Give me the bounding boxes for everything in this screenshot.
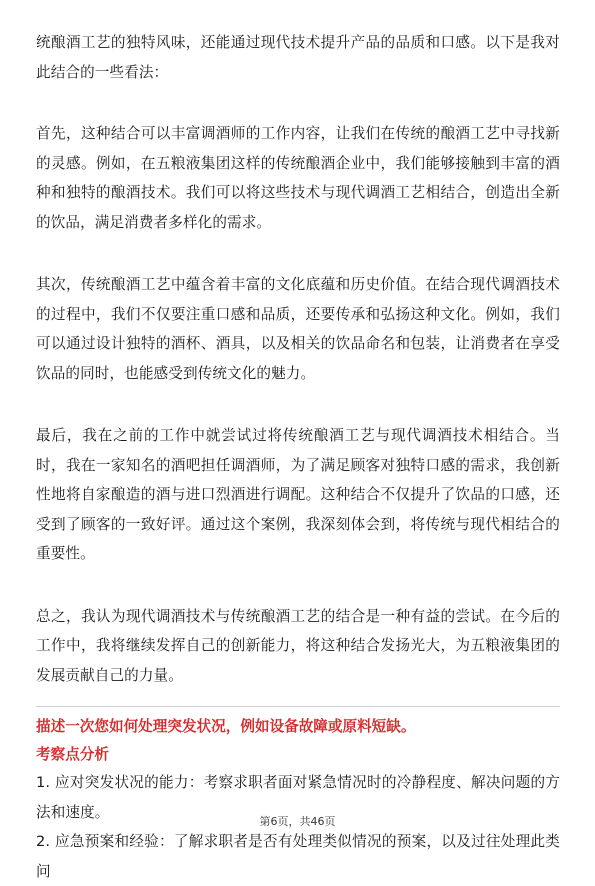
analysis-item: 1. 应对突发状况的能力：考察求职者面对紧急情况时的冷静程度、解决问题的方法和速度。	[36, 774, 560, 821]
paragraph-first-point: 首先，这种结合可以丰富调酒师的工作内容，让我们在传统的酿酒工艺中寻找新的灵感。例如，在五粮液集团这样的传统酿酒企业中，我们能够接触到丰富的酒种和独特的酿酒技术。我们可以将这些技术与现代调酒工艺相结合，创造出全新的饮品，满足消费者多样化的需求。	[36, 125, 560, 231]
page-number-label: 第6页，共46页	[259, 815, 336, 828]
page-footer	[0, 813, 595, 829]
paragraph-conclusion: 总之，我认为现代调酒技术与传统酿酒工艺的结合是一种有益的尝试。在今后的工作中，我将继续发挥自己的创新能力，将这种结合发扬光大，为五粮液集团的发展贡献自己的力量。	[36, 607, 560, 684]
paragraph-intro: 统酿酒工艺的独特风味，还能通过现代技术提升产品的品质和口感。以下是我对此结合的一些看法：	[36, 34, 560, 81]
interview-question: 描述一次您如何处理突发状况，例如设备故障或原料短缺。	[36, 718, 416, 735]
document-page	[36, 28, 560, 886]
paragraph-second-point: 其次，传统酿酒工艺中蕴含着丰富的文化底蕴和历史价值。在结合现代调酒技术的过程中，我们不仅要注重口感和品质，还要传承和弘扬这种文化。例如，我们可以通过设计独特的酒杯、酒具，以及相关的饮品命名和包装，让消费者在享受饮品的同时，也能感受到传统文化的魅力。	[36, 276, 560, 382]
analysis-item: 2. 应急预案和经验：了解求职者是否有处理类似情况的预案，以及过往处理此类问	[36, 833, 560, 880]
analysis-heading: 考察点分析	[36, 746, 109, 763]
section-divider	[36, 706, 560, 707]
paragraph-third-point: 最后，我在之前的工作中就尝试过将传统酿酒工艺与现代调酒技术相结合。当时，我在一家知名的酒吧担任调酒师，为了满足顾客对独特口感的需求，我创新性地将自家酿造的酒与进口烈酒进行调配。这种结合不仅提升了饮品的口感，还受到了顾客的一致好评。通过这个案例，我深刻体会到，将传统与现代相结合的重要性。	[36, 427, 560, 562]
